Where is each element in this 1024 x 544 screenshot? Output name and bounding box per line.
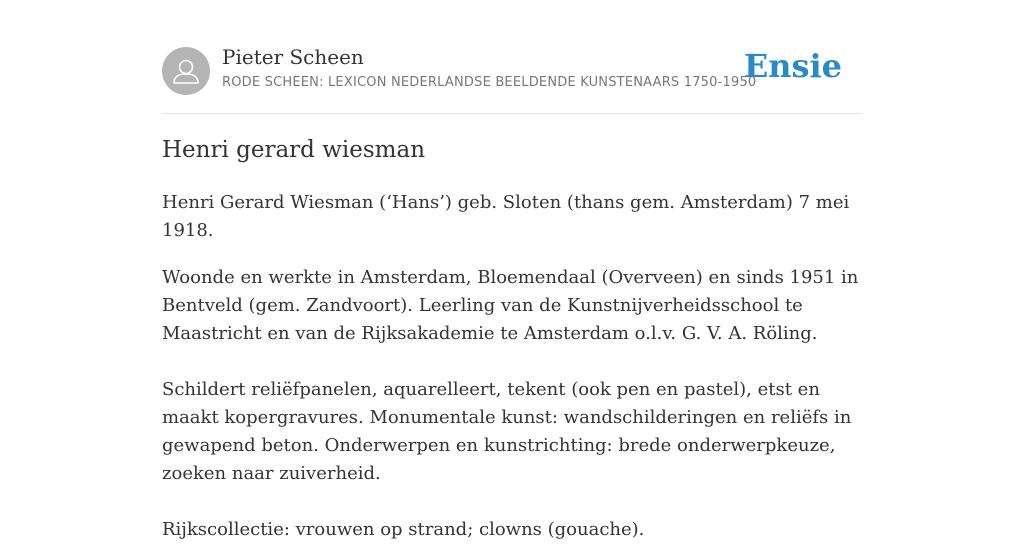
source-title[interactable]: RODE SCHEEN: LEXICON NEDERLANDSE BEELDENDE KUNSTENAARS 1750-1950	[222, 75, 757, 90]
author-avatar[interactable]	[162, 47, 210, 95]
article-paragraph: Schildert reliëfpanelen, aquarelleert, tekent (ook pen en pastel), etst en maakt kopergravures. Monumentale kunst: wandschilderingen en reliëfs in gewapend beton. Onderwerpen en kunstrichting: brede onderwerpkeuze, zoeken naar zuiverheid.	[162, 379, 852, 484]
article-container	[162, 0, 862, 540]
author-name[interactable]: Pieter Scheen	[222, 45, 364, 69]
user-silhouette-icon	[162, 47, 210, 95]
ensie-logo[interactable]: Ensie	[743, 47, 842, 85]
article-paragraph: Rijkscollectie: vrouwen op strand; clowns (gouache).	[162, 519, 645, 540]
author-header	[162, 0, 862, 114]
article-paragraph: Henri Gerard Wiesman (‘Hans’) geb. Sloten (thans gem. Amsterdam) 7 mei 1918.	[162, 192, 850, 241]
page-title: Henri gerard wiesman	[162, 137, 426, 163]
article-body	[162, 189, 862, 544]
article-paragraph: Woonde en werkte in Amsterdam, Bloemendaal (Overveen) en sinds 1951 in Bentveld (gem. Zandvoort). Leerling van de Kunstnijverheidsschool te Maastricht en van de Rijksakademie te Amsterdam o.l.v. G. V. A. Röling.	[162, 267, 859, 344]
